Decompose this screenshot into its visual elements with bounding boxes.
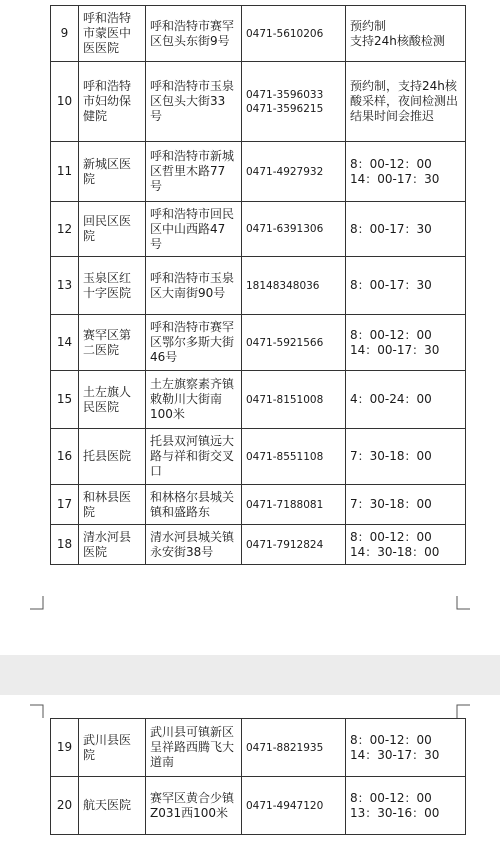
- row-number: 12: [51, 202, 79, 257]
- hospital-address: 呼和浩特市新城区哲里木路77号: [146, 142, 242, 202]
- hospital-phone: 18148348036: [242, 257, 346, 315]
- hospital-notes: 8：00-12：00 14：00-17：30: [346, 142, 466, 202]
- table-row: [51, 62, 466, 142]
- hospital-notes: 预约制 支持24h核酸检测: [346, 6, 466, 62]
- hospital-phone: 0471-8551108: [242, 429, 346, 485]
- hospital-name: 和林县医院: [79, 485, 146, 525]
- table-row: [51, 485, 466, 525]
- hospital-notes: 8：00-12：00 13：30-16：00: [346, 777, 466, 835]
- crop-mark-bottom-left: [30, 596, 44, 610]
- hospital-notes: 8：00-17：30: [346, 257, 466, 315]
- hospital-notes: 7：30-18：00: [346, 429, 466, 485]
- hospital-name: 呼和浩特市妇幼保健院: [79, 62, 146, 142]
- table-row: [51, 142, 466, 202]
- hospital-name: 玉泉区红十字医院: [79, 257, 146, 315]
- hospital-phone: 0471-5610206: [242, 6, 346, 62]
- table-row: [51, 6, 466, 62]
- row-number: 20: [51, 777, 79, 835]
- row-number: 17: [51, 485, 79, 525]
- hospital-phone: 0471-5921566: [242, 315, 346, 371]
- hospital-name: 武川县医院: [79, 719, 146, 777]
- row-number: 14: [51, 315, 79, 371]
- row-number: 13: [51, 257, 79, 315]
- table-row: [51, 315, 466, 371]
- hospital-address: 赛罕区黄合少镇Z031西100米: [146, 777, 242, 835]
- table-row: [51, 371, 466, 429]
- hospital-phone: 0471-3596033 0471-3596215: [242, 62, 346, 142]
- crop-mark-top-left: [30, 704, 44, 718]
- hospital-phone: 0471-4947120: [242, 777, 346, 835]
- hospital-address: 呼和浩特市赛罕区鄂尔多斯大街46号: [146, 315, 242, 371]
- row-number: 16: [51, 429, 79, 485]
- hospital-address: 呼和浩特市玉泉区大南街90号: [146, 257, 242, 315]
- hospital-address: 托县双河镇远大路与祥和街交叉口: [146, 429, 242, 485]
- crop-mark-bottom-right: [456, 596, 470, 610]
- row-number: 10: [51, 62, 79, 142]
- table-row: [51, 429, 466, 485]
- hospital-name: 清水河县医院: [79, 525, 146, 565]
- hospital-address: 土左旗察素齐镇敕勒川大街南100米: [146, 371, 242, 429]
- hospital-notes: 8：00-12：00 14：00-17：30: [346, 315, 466, 371]
- hospital-name: 回民区医院: [79, 202, 146, 257]
- page-gap: [0, 655, 500, 695]
- hospital-table-page-1: [50, 5, 466, 565]
- row-number: 11: [51, 142, 79, 202]
- hospital-phone: 0471-8821935: [242, 719, 346, 777]
- hospital-notes: 预约制，支持24h核酸采样，夜间检测出结果时间会推迟: [346, 62, 466, 142]
- crop-mark-top-right: [456, 704, 470, 718]
- hospital-name: 呼和浩特市蒙医中医医院: [79, 6, 146, 62]
- hospital-notes: 7：30-18：00: [346, 485, 466, 525]
- hospital-phone: 0471-7912824: [242, 525, 346, 565]
- hospital-phone: 0471-7188081: [242, 485, 346, 525]
- hospital-notes: 8：00-12：00 14：30-17：30: [346, 719, 466, 777]
- hospital-name: 赛罕区第二医院: [79, 315, 146, 371]
- hospital-name: 土左旗人民医院: [79, 371, 146, 429]
- row-number: 19: [51, 719, 79, 777]
- row-number: 15: [51, 371, 79, 429]
- hospital-notes: 4：00-24：00: [346, 371, 466, 429]
- hospital-phone: 0471-6391306: [242, 202, 346, 257]
- hospital-address: 武川县可镇新区呈祥路西腾飞大道南: [146, 719, 242, 777]
- table-row: [51, 719, 466, 777]
- table-row: [51, 525, 466, 565]
- hospital-name: 航天医院: [79, 777, 146, 835]
- row-number: 9: [51, 6, 79, 62]
- hospital-notes: 8：00-17：30: [346, 202, 466, 257]
- hospital-address: 呼和浩特市玉泉区包头大街33号: [146, 62, 242, 142]
- row-number: 18: [51, 525, 79, 565]
- table-row: [51, 202, 466, 257]
- table-row: [51, 257, 466, 315]
- hospital-address: 呼和浩特市回民区中山西路47号: [146, 202, 242, 257]
- hospital-address: 清水河县城关镇永安街38号: [146, 525, 242, 565]
- hospital-name: 托县医院: [79, 429, 146, 485]
- hospital-address: 和林格尔县城关镇和盛路东: [146, 485, 242, 525]
- table-row: [51, 777, 466, 835]
- hospital-phone: 0471-8151008: [242, 371, 346, 429]
- hospital-phone: 0471-4927932: [242, 142, 346, 202]
- hospital-name: 新城区医院: [79, 142, 146, 202]
- document-page-2: [0, 695, 500, 842]
- hospital-notes: 8：00-12：00 14：30-18：00: [346, 525, 466, 565]
- hospital-table-page-2: [50, 718, 466, 835]
- hospital-address: 呼和浩特市赛罕区包头东街9号: [146, 6, 242, 62]
